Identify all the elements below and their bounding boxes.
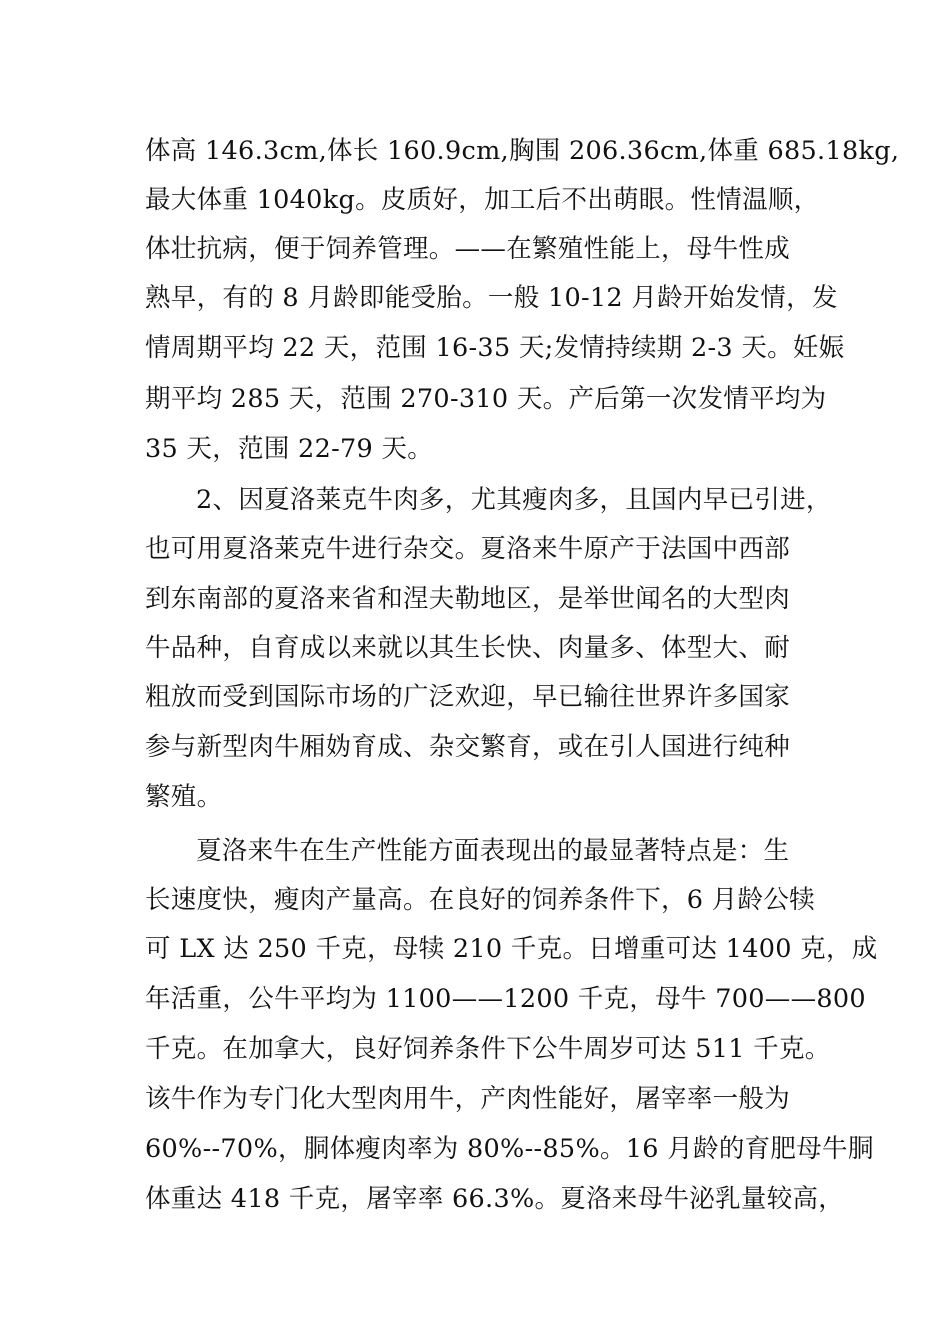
paragraph-2-line-4: 牛品种，自育成以来就以其生长快、肉量多、体型大、耐 — [145, 633, 791, 663]
paragraph-1-line-7: 35 天，范围 22-79 天。 — [145, 434, 434, 464]
paragraph-1-line-3: 体壮抗病，便于饲养管理。——在繁殖性能上，母牛性成 — [145, 234, 791, 264]
paragraph-3-line-1: 夏洛来牛在生产性能方面表现出的最显著特点是：生 — [196, 836, 790, 866]
paragraph-1-line-5: 情周期平均 22 天，范围 16-35 天;发情持续期 2-3 天。妊娠 — [145, 333, 845, 363]
paragraph-3-line-2: 长速度快，瘦肉产量高。在良好的饲养条件下，6 月龄公犊 — [145, 885, 815, 915]
paragraph-3-line-6: 该牛作为专门化大型肉用牛，产肉性能好，屠宰率一般为 — [145, 1084, 791, 1114]
paragraph-2-line-5: 粗放而受到国际市场的广泛欢迎，早已输往世界许多国家 — [145, 682, 791, 712]
paragraph-2-line-1: 2、因夏洛莱克牛肉多，尤其瘦肉多，且国内早已引进， — [196, 485, 832, 515]
paragraph-2-line-7: 繁殖。 — [145, 782, 223, 812]
paragraph-3-line-3: 可 LX 达 250 千克，母犊 210 千克。日增重可达 1400 克，成 — [145, 934, 878, 964]
paragraph-3-line-7: 60%--70%，胴体瘦肉率为 80%--85%。16 月龄的育肥母牛胴 — [145, 1134, 874, 1164]
paragraph-3-line-5: 千克。在加拿大，良好饲养条件下公牛周岁可达 511 千克。 — [145, 1034, 831, 1064]
paragraph-1-line-4: 熟早，有的 8 月龄即能受胎。一般 10-12 月龄开始发情，发 — [145, 283, 838, 313]
paragraph-3-line-4: 年活重，公牛平均为 1100——1200 千克，母牛 700——800 — [145, 984, 866, 1014]
paragraph-2-line-3: 到东南部的夏洛来省和涅夫勒地区，是举世闻名的大型肉 — [145, 584, 791, 614]
paragraph-1-line-6: 期平均 285 天，范围 270-310 天。产后第一次发情平均为 — [145, 384, 827, 414]
paragraph-1-line-2: 最大体重 1040kg。皮质好，加工后不出萌眼。性情温顺， — [145, 185, 820, 215]
paragraph-2-line-6: 参与新型肉牛厢妫育成、杂交繁育，或在引人国进行纯种 — [145, 732, 791, 762]
paragraph-3-line-8: 体重达 418 千克，屠宰率 66.3%。夏洛来母牛泌乳量较高， — [145, 1184, 845, 1214]
paragraph-2-line-2: 也可用夏洛莱克牛进行杂交。夏洛来牛原产于法国中西部 — [145, 534, 791, 564]
paragraph-1-line-1: 体高 146.3cm,体长 160.9cm,胸围 206.36cm,体重 685.18kg, — [145, 136, 900, 166]
